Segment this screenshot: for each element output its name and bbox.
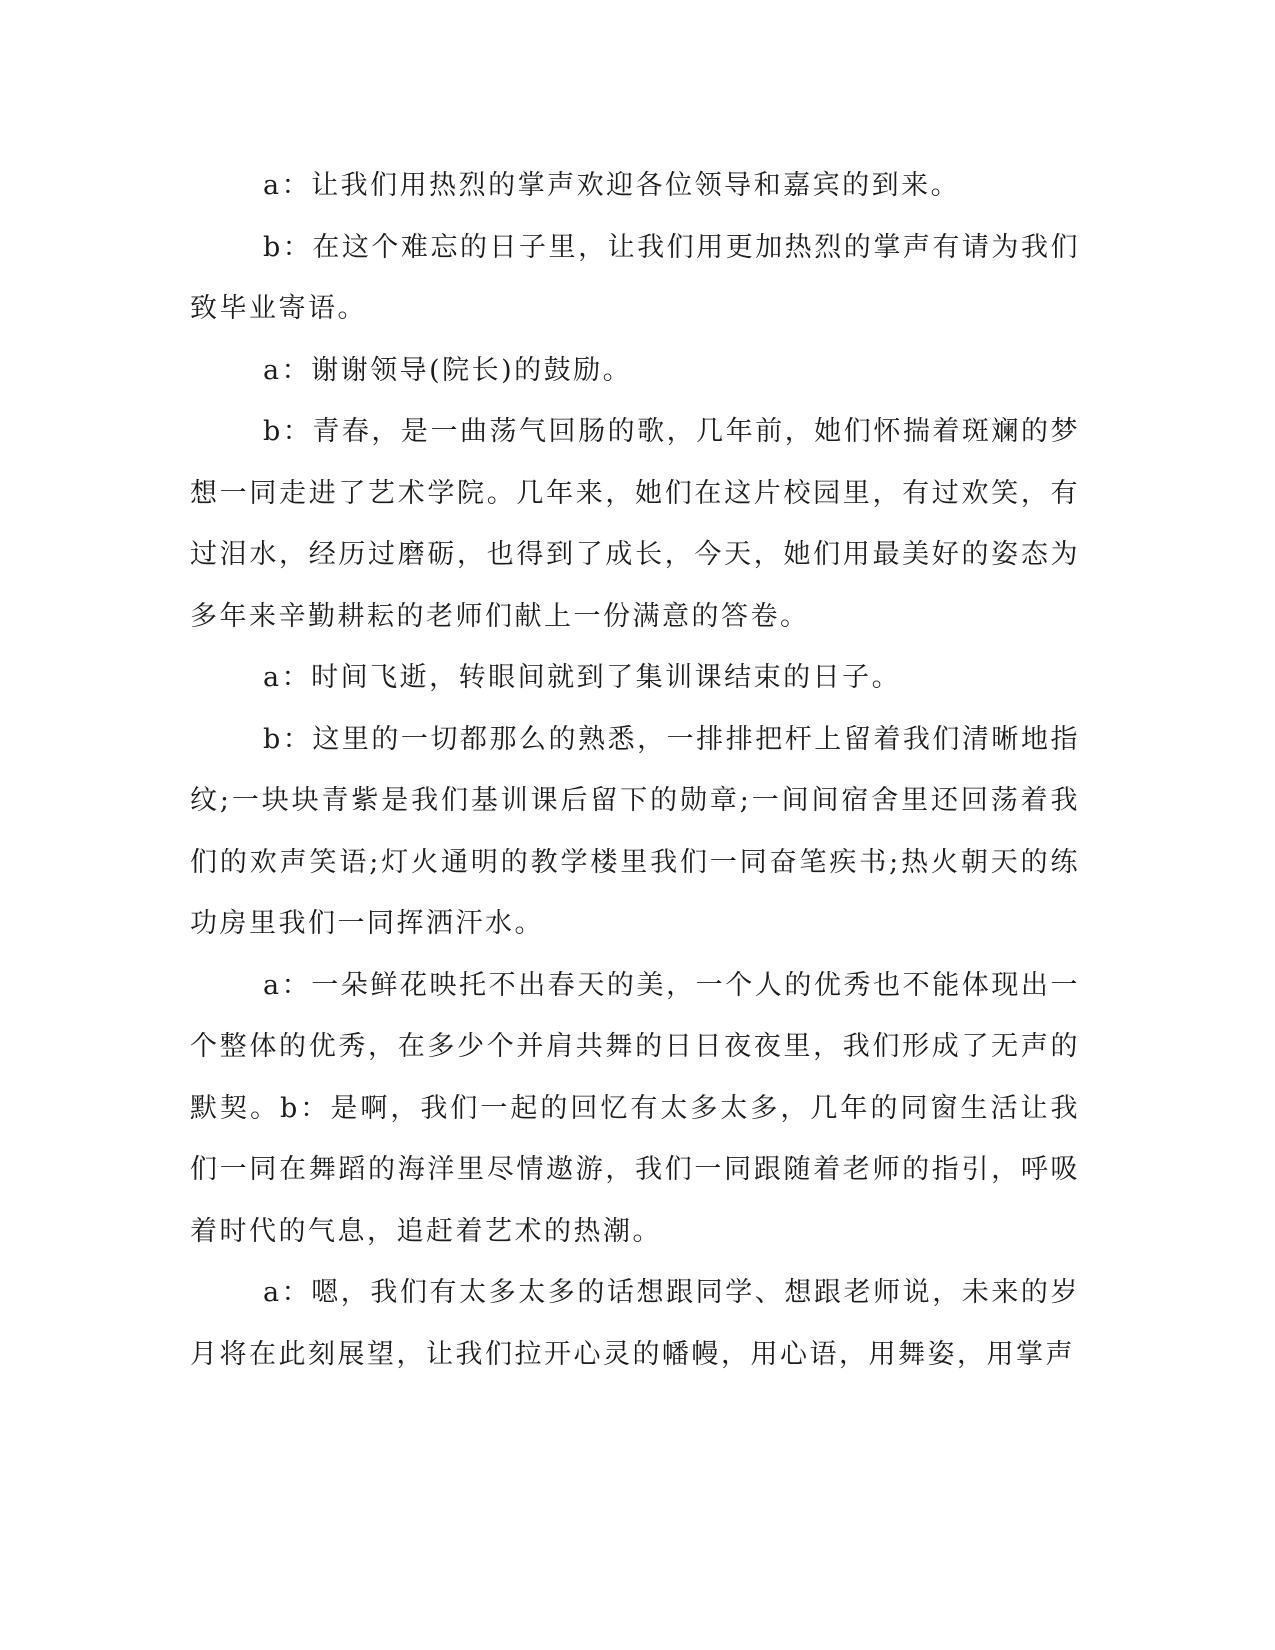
paragraph-5: a：时间飞逝，转眼间就到了集训课结束的日子。 bbox=[263, 662, 902, 693]
paragraph-1: a：让我们用热烈的掌声欢迎各位领导和嘉宾的到来。 bbox=[263, 170, 961, 201]
paragraph-4: b：青春，是一曲荡气回肠的歌，几年前，她们怀揣着斑斓的梦想一同走进了艺术学院。几年来，她们在这片校园里，有过欢笑，有过泪水，经历过磨砺，也得到了成长，今天，她们用最美好的姿态为多年来辛勤耕耘的老师们献上一份满意的答卷。 bbox=[190, 416, 1080, 632]
paragraph-7: a：一朵鲜花映托不出春天的美，一个人的优秀也不能体现出一个整体的优秀，在多少个并肩共舞的日日夜夜里，我们形成了无声的默契。b：是啊，我们一起的回忆有太多太多，几年的同窗生活让我们一同在舞蹈的海洋里尽情遨游，我们一同跟随着老师的指引，呼吸着时代的气息，追赶着艺术的热潮。 bbox=[190, 969, 1080, 1247]
paragraph-6: b：这里的一切都那么的熟悉，一排排把杆上留着我们清晰地指纹;一块块青紫是我们基训课后留下的勋章;一间间宿舍里还回荡着我们的欢声笑语;灯火通明的教学楼里我们一同奋笔疾书;热火朝天的练功房里我们一同挥洒汗水。 bbox=[190, 723, 1080, 939]
document-body bbox=[190, 155, 1080, 1385]
paragraph-2: b：在这个难忘的日子里，让我们用更加热烈的掌声有请为我们致毕业寄语。 bbox=[190, 231, 1080, 324]
paragraph-3: a：谢谢领导(院长)的鼓励。 bbox=[263, 354, 633, 386]
paragraph-8: a：嗯，我们有太多太多的话想跟同学、想跟老师说，未来的岁月将在此刻展望，让我们拉开心灵的幡幔，用心语，用舞姿，用掌声 bbox=[190, 1277, 1080, 1370]
